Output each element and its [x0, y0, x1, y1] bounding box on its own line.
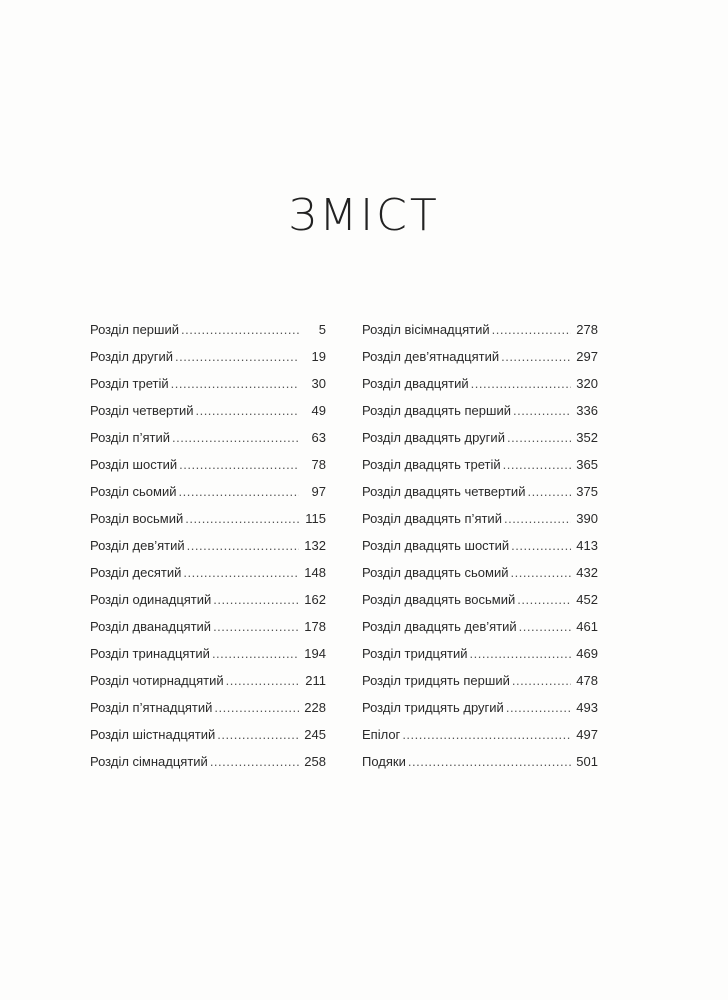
toc-entry-page-number: 19 [311, 349, 326, 364]
toc-dot-leader [183, 565, 299, 580]
toc-entry-page-number: 390 [576, 511, 598, 526]
toc-entry-page-number: 461 [576, 619, 598, 634]
toc-entry-page-number: 413 [576, 538, 598, 553]
toc-entry-page-number: 5 [318, 322, 326, 337]
toc-entry-label: Розділ п’ятнадцятий [90, 700, 213, 715]
toc-dot-leader [187, 538, 299, 553]
toc-entry [90, 457, 326, 484]
toc-entry [90, 619, 326, 646]
toc-entry-label: Розділ десятий [90, 565, 182, 580]
toc-entry-label: Розділ двадцять перший [362, 403, 511, 418]
toc-entry-page-number: 375 [576, 484, 598, 499]
toc-dot-leader [179, 457, 299, 472]
toc-entry-label: Розділ шістнадцятий [90, 727, 216, 742]
toc-entry-label: Епілог [362, 727, 401, 742]
toc-entry-label: Розділ тридцять другий [362, 700, 504, 715]
toc-entry [362, 619, 598, 646]
toc-entry [362, 700, 598, 727]
toc-entry [90, 322, 326, 349]
toc-dot-leader [212, 646, 299, 661]
toc-dot-leader [510, 565, 571, 580]
toc-dot-leader [513, 403, 571, 418]
toc-entry-page-number: 497 [576, 727, 598, 742]
toc-column-left [90, 322, 326, 781]
toc-entry-page-number: 97 [311, 484, 326, 499]
toc-dot-leader [210, 754, 299, 769]
toc-entry-page-number: 258 [304, 754, 326, 769]
toc-entry [362, 403, 598, 430]
toc-entry-label: Розділ дев’ятий [90, 538, 185, 553]
toc-entry-label: Розділ п’ятий [90, 430, 170, 445]
page-title: ЗМІСТ [288, 190, 440, 241]
toc-entry-label: Розділ тридцятий [362, 646, 468, 661]
toc-entry-label: Розділ двадцять четвертий [362, 484, 526, 499]
toc-dot-leader [501, 349, 571, 364]
toc-dot-leader [527, 484, 571, 499]
toc-dot-leader [504, 511, 571, 526]
toc-dot-leader [181, 322, 299, 337]
toc-entry-page-number: 211 [305, 673, 326, 688]
toc-dot-leader [506, 700, 571, 715]
toc-dot-leader [226, 673, 299, 688]
toc-entry-label: Розділ двадцять другий [362, 430, 505, 445]
toc-entry [90, 592, 326, 619]
toc-entry-label: Розділ сімнадцятий [90, 754, 208, 769]
toc-entry-page-number: 297 [576, 349, 598, 364]
toc-entry [362, 511, 598, 538]
toc-column-right [362, 322, 598, 781]
toc-entry [90, 565, 326, 592]
toc-entry [90, 538, 326, 565]
toc-entry-page-number: 178 [304, 619, 326, 634]
toc-entry [90, 511, 326, 538]
toc-entry [90, 700, 326, 727]
toc-entry-label: Розділ вісімнадцятий [362, 322, 490, 337]
toc-entry-label: Подяки [362, 754, 406, 769]
toc-entry-page-number: 162 [304, 592, 326, 607]
toc-entry [362, 457, 598, 484]
toc-entry-page-number: 493 [576, 700, 598, 715]
toc-entry-label: Розділ другий [90, 349, 173, 364]
toc-entry-page-number: 148 [304, 565, 326, 580]
toc-entry-page-number: 469 [576, 646, 598, 661]
toc-entry-page-number: 228 [304, 700, 326, 715]
toc-entry-label: Розділ двадцять восьмий [362, 592, 516, 607]
toc-dot-leader [507, 430, 571, 445]
toc-entry [362, 754, 598, 781]
toc-dot-leader [179, 484, 300, 499]
toc-dot-leader [471, 376, 571, 391]
toc-entry-label: Розділ тридцять перший [362, 673, 510, 688]
toc-entry-label: Розділ третій [90, 376, 169, 391]
toc-entry-label: Розділ восьмий [90, 511, 184, 526]
toc-entry [362, 727, 598, 754]
toc-entry [362, 376, 598, 403]
toc-entry [90, 727, 326, 754]
toc-entry-label: Розділ сьомий [90, 484, 177, 499]
toc-dot-leader [517, 592, 571, 607]
toc-dot-leader [214, 700, 299, 715]
toc-dot-leader [492, 322, 571, 337]
toc-entry-page-number: 336 [576, 403, 598, 418]
toc-entry [362, 430, 598, 457]
toc-entry [90, 349, 326, 376]
toc-entry-page-number: 132 [304, 538, 326, 553]
toc-entry [362, 484, 598, 511]
toc-entry-page-number: 78 [311, 457, 326, 472]
toc-entry [90, 646, 326, 673]
toc-entry [362, 673, 598, 700]
toc-entry-page-number: 432 [576, 565, 598, 580]
toc-entry [362, 322, 598, 349]
toc-entry-label: Розділ дев’ятнадцятий [362, 349, 500, 364]
toc-entry-label: Розділ двадцять п’ятий [362, 511, 502, 526]
toc-entry-page-number: 278 [576, 322, 598, 337]
toc-entry-page-number: 478 [576, 673, 598, 688]
toc-entry-label: Розділ перший [90, 322, 179, 337]
toc-entry [90, 754, 326, 781]
toc-dot-leader [511, 538, 571, 553]
toc-dot-leader [175, 349, 299, 364]
toc-entry [90, 376, 326, 403]
toc-entry-label: Розділ двадцять шостий [362, 538, 510, 553]
toc-dot-leader [172, 430, 299, 445]
toc-dot-leader [512, 673, 571, 688]
toc-entry-label: Розділ чотирнадцятий [90, 673, 224, 688]
toc-entry-label: Розділ дванадцятий [90, 619, 212, 634]
toc-entry-label: Розділ шостий [90, 457, 178, 472]
toc-dot-leader [185, 511, 299, 526]
toc-entry [362, 538, 598, 565]
toc-dot-leader [470, 646, 571, 661]
toc-entry-label: Розділ одинадцятий [90, 592, 212, 607]
toc-entry [90, 484, 326, 511]
toc-entry [362, 592, 598, 619]
toc-entry [90, 403, 326, 430]
toc-entry-label: Розділ двадцятий [362, 376, 469, 391]
toc-entry-page-number: 115 [305, 511, 326, 526]
toc-entry-page-number: 365 [576, 457, 598, 472]
toc-dot-leader [171, 376, 299, 391]
toc-entry [90, 673, 326, 700]
toc-entry-page-number: 63 [311, 430, 326, 445]
toc-dot-leader [519, 619, 571, 634]
toc-entry-page-number: 352 [576, 430, 598, 445]
toc-dot-leader [503, 457, 571, 472]
toc-entry [362, 565, 598, 592]
toc-dot-leader [402, 727, 571, 742]
toc-entry-label: Розділ двадцять сьомий [362, 565, 509, 580]
toc-entry-page-number: 30 [311, 376, 326, 391]
toc-entry-label: Розділ двадцять дев’ятий [362, 619, 517, 634]
toc-dot-leader [408, 754, 571, 769]
toc-entry-label: Розділ двадцять третій [362, 457, 501, 472]
toc-dot-leader [213, 619, 299, 634]
toc-dot-leader [217, 727, 299, 742]
toc-entry-page-number: 245 [304, 727, 326, 742]
toc-entry-page-number: 194 [304, 646, 326, 661]
toc-entry [362, 646, 598, 673]
toc-entry-page-number: 501 [576, 754, 598, 769]
toc-entry-label: Розділ четвертий [90, 403, 194, 418]
toc-dot-leader [213, 592, 299, 607]
toc-dot-leader [195, 403, 299, 418]
toc-entry-page-number: 452 [576, 592, 598, 607]
toc-entry-page-number: 49 [311, 403, 326, 418]
toc-entry-label: Розділ тринадцятий [90, 646, 210, 661]
toc-entry [90, 430, 326, 457]
toc-entry-page-number: 320 [576, 376, 598, 391]
toc-entry [362, 349, 598, 376]
